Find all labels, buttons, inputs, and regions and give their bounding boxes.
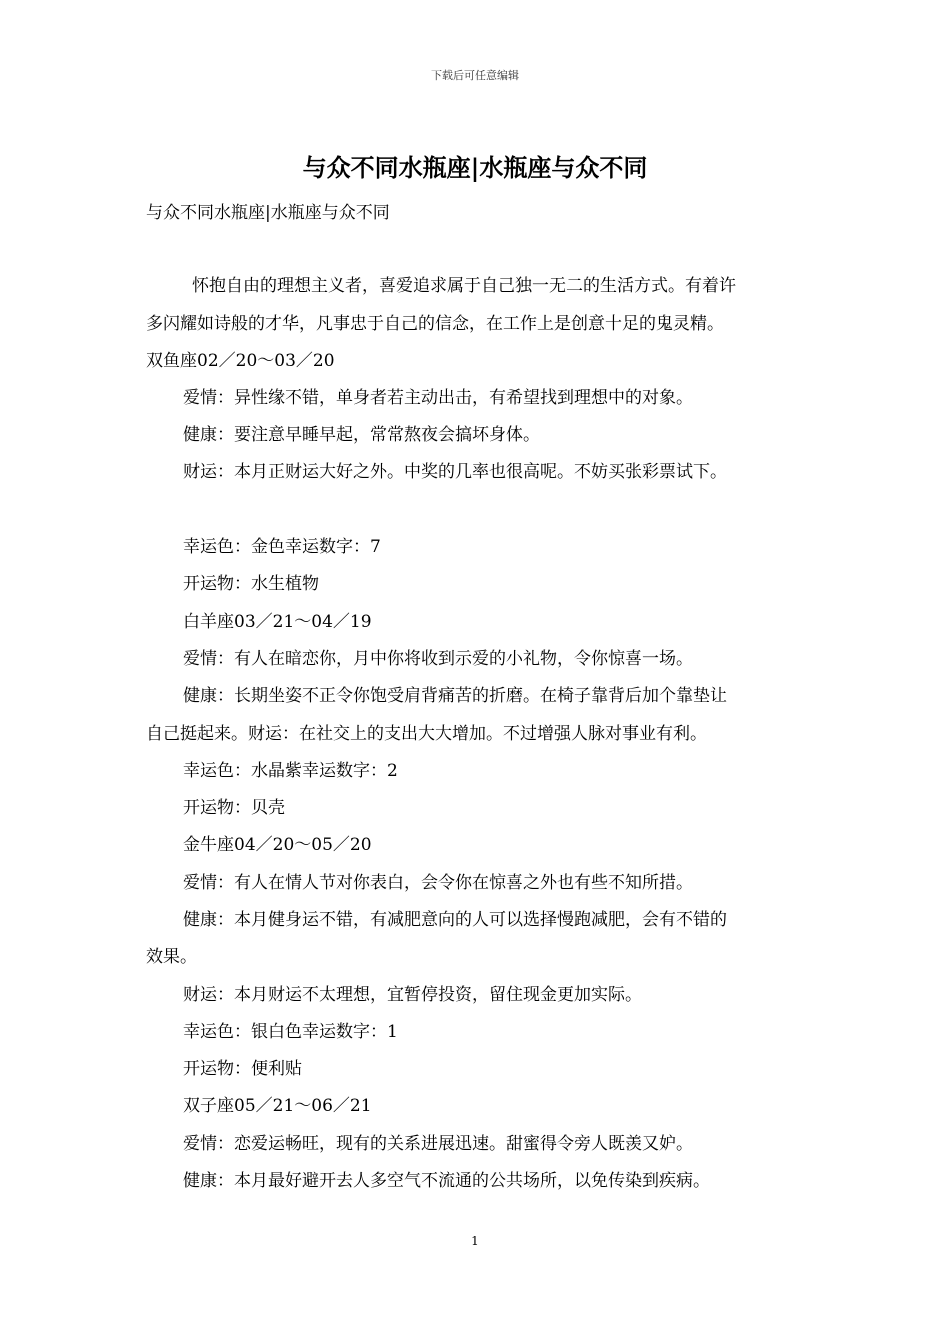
paragraph-line: 爱情：恋爱运畅旺，现有的关系进展迅速。甜蜜得令旁人既羡又妒。 <box>183 1134 693 1154</box>
page-number: 1 <box>471 1234 479 1248</box>
paragraph-line: 爱情：有人在情人节对你表白，会令你在惊喜之外也有些不知所措。 <box>183 873 693 893</box>
sign-heading-gemini: 双子座05／21～06／21 <box>183 1096 372 1116</box>
paragraph-line: 效果。 <box>146 947 197 967</box>
paragraph-line: 怀抱自由的理想主义者，喜爱追求属于自己独一无二的生活方式。有着许 <box>192 276 736 296</box>
paragraph-line: 幸运色：金色幸运数字：7 <box>183 537 381 557</box>
paragraph-line: 财运：本月正财运大好之外。中奖的几率也很高呢。不妨买张彩票试下。 <box>183 462 727 482</box>
paragraph-line: 爱情：异性缘不错，单身者若主动出击，有希望找到理想中的对象。 <box>183 388 693 408</box>
paragraph-line: 开运物：便利贴 <box>183 1059 302 1079</box>
paragraph-line: 多闪耀如诗般的才华，凡事忠于自己的信念，在工作上是创意十足的鬼灵精。 <box>146 314 724 334</box>
paragraph-line: 健康：本月健身运不错，有减肥意向的人可以选择慢跑减肥，会有不错的 <box>183 910 727 930</box>
sign-heading-aries: 白羊座03／21～04／19 <box>183 612 372 632</box>
document-subtitle: 与众不同水瓶座|水瓶座与众不同 <box>146 203 390 223</box>
sign-heading-taurus: 金牛座04／20～05／20 <box>183 835 372 855</box>
paragraph-line: 健康：长期坐姿不正令你饱受肩背痛苦的折磨。在椅子靠背后加个靠垫让 <box>183 686 727 706</box>
paragraph-line: 健康：要注意早睡早起，常常熬夜会搞坏身体。 <box>183 425 540 445</box>
document-title: 与众不同水瓶座|水瓶座与众不同 <box>302 153 648 182</box>
paragraph-line: 健康：本月最好避开去人多空气不流通的公共场所，以免传染到疾病。 <box>183 1171 710 1191</box>
paragraph-line: 爱情：有人在暗恋你，月中你将收到示爱的小礼物，令你惊喜一场。 <box>183 649 693 669</box>
header-note: 下载后可任意编辑 <box>431 69 519 82</box>
paragraph-line: 幸运色：水晶紫幸运数字：2 <box>183 761 398 781</box>
paragraph-line: 开运物：水生植物 <box>183 574 319 594</box>
paragraph-line: 开运物：贝壳 <box>183 798 285 818</box>
paragraph-line: 幸运色：银白色幸运数字：1 <box>183 1022 398 1042</box>
paragraph-line: 自己挺起来。财运：在社交上的支出大大增加。不过增强人脉对事业有利。 <box>146 724 707 744</box>
sign-heading-pisces: 双鱼座02／20～03／20 <box>146 351 335 371</box>
paragraph-line: 财运：本月财运不太理想，宜暂停投资，留住现金更加实际。 <box>183 985 642 1005</box>
